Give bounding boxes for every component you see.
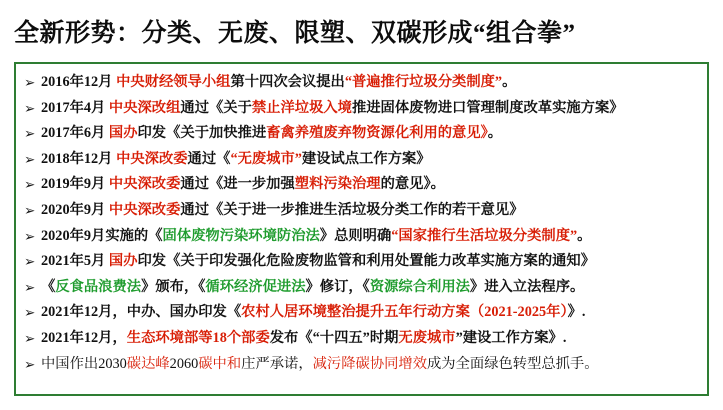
text-segment: 2030	[98, 355, 127, 372]
text-segment: 2019年9月	[41, 176, 109, 193]
text-segment: 中央深改组	[108, 99, 181, 116]
text-segment: “国家推行生活垃圾分类制度”	[391, 227, 578, 244]
list-item-text	[41, 352, 699, 378]
list-item-text	[41, 70, 699, 96]
text-segment: 资源综合利用法	[369, 278, 470, 295]
page-title: 全新形势：分类、无废、限塑、双碳形成“组合拳”	[14, 20, 576, 48]
text-segment: 第十四次会议提出	[230, 74, 345, 90]
text-segment: 固体废物污染环境防治法	[162, 227, 320, 244]
arrow-bullet-icon: ➢	[24, 151, 36, 167]
text-segment: 2017年6月	[41, 125, 109, 142]
arrow-bullet-icon: ➢	[24, 254, 36, 270]
list-item	[24, 121, 699, 147]
list-item	[24, 275, 699, 301]
text-segment: 庄严承诺，	[241, 355, 313, 372]
list-item	[24, 326, 699, 352]
text-segment: 2021年5月	[41, 253, 109, 270]
text-segment: 2018年12月	[41, 150, 117, 167]
arrow-bullet-icon: ➢	[24, 228, 36, 244]
text-segment: 》.	[567, 304, 586, 321]
text-segment: 国办	[108, 125, 138, 142]
list-item-text	[41, 275, 699, 301]
list-item-text	[41, 249, 699, 275]
text-segment: 2060	[169, 355, 199, 372]
text-segment: 中央深改委	[116, 150, 188, 167]
text-segment: 。	[487, 125, 503, 142]
text-segment: 2021年12月，中办、国办印发《	[41, 304, 242, 321]
list-item-text	[41, 300, 699, 326]
list-item-text	[41, 224, 699, 250]
arrow-bullet-icon: ➢	[24, 75, 36, 90]
text-segment: 碳中和	[198, 355, 242, 372]
text-segment: “普遍推行垃圾分类制度”	[344, 74, 503, 90]
arrow-bullet-icon: ➢	[24, 100, 36, 116]
text-segment: 生态环境部等18个部委	[126, 329, 270, 346]
text-segment: “无废城市”	[230, 150, 302, 167]
text-segment: 》进入立法程序。	[469, 278, 585, 295]
text-segment: ”建设工作方案》.	[455, 329, 567, 346]
text-segment: 的意见》。	[380, 176, 445, 193]
text-segment: 中央深改委	[108, 201, 181, 218]
text-segment: 畜禽养殖废弃物资源化利用的意见》	[266, 125, 488, 142]
text-segment: 反食品浪费法	[55, 278, 142, 295]
list-item	[24, 352, 699, 378]
text-segment: 禁止洋垃圾入境	[251, 99, 352, 116]
text-segment: 通过《关于	[180, 99, 252, 116]
text-segment: 印发《关于印发强化危险废物监管和利用处置能力改革实施方案的通知》	[137, 253, 596, 270]
slide-title-bar	[14, 12, 709, 56]
list-item	[24, 300, 699, 326]
list-item	[24, 70, 699, 96]
text-segment: 》颁布，《	[141, 278, 206, 295]
arrow-bullet-icon: ➢	[24, 126, 36, 142]
text-segment: 2017年4月	[41, 99, 109, 116]
text-segment: 《	[41, 278, 56, 295]
text-segment: 通过《进一步加强	[180, 176, 295, 193]
text-segment: 减污降碳协同增效	[312, 355, 428, 372]
list-item	[24, 224, 699, 250]
text-segment: 2016年12月	[41, 74, 117, 90]
text-segment: 农村人居环境整治提升五年行动方案（2021-2025年）	[241, 304, 568, 321]
policy-timeline-list	[24, 70, 699, 377]
arrow-bullet-icon: ➢	[24, 356, 36, 372]
text-segment: 循环经济促进法	[205, 278, 306, 295]
text-segment: 建设试点工作方案》	[301, 150, 431, 167]
text-segment: 碳达峰	[126, 355, 170, 372]
text-segment: 印发《关于加快推进	[137, 125, 267, 142]
text-segment: 。	[577, 227, 592, 244]
text-segment: 2020年9月	[41, 201, 109, 218]
text-segment: 。	[502, 74, 517, 90]
arrow-bullet-icon: ➢	[24, 330, 36, 346]
content-panel	[14, 62, 709, 396]
text-segment: 通过《	[187, 150, 231, 167]
text-segment: 发布《“十四五”时期	[269, 329, 399, 346]
text-segment: 国办	[108, 253, 138, 270]
list-item-text	[41, 326, 699, 352]
list-item-text	[41, 172, 699, 198]
text-segment: 推进固体废物进口管理制度改革实施方案》	[351, 99, 624, 116]
text-segment: 》修订，《	[305, 278, 370, 295]
arrow-bullet-icon: ➢	[24, 279, 36, 295]
list-item-text	[41, 96, 699, 122]
list-item	[24, 198, 699, 224]
text-segment: 中国作出	[41, 355, 99, 372]
text-segment: 2020年9月实施的《	[41, 227, 163, 244]
list-item-text	[41, 147, 699, 173]
list-item	[24, 249, 699, 275]
list-item	[24, 147, 699, 173]
arrow-bullet-icon: ➢	[24, 202, 36, 218]
text-segment: 2021年12月，	[41, 329, 127, 346]
text-segment: 成为全面绿色转型总抓手。	[427, 355, 599, 372]
text-segment: 中央深改委	[108, 176, 181, 193]
list-item-text	[41, 121, 699, 147]
arrow-bullet-icon: ➢	[24, 177, 36, 193]
arrow-bullet-icon: ➢	[24, 305, 36, 321]
text-segment: 中央财经领导小组	[116, 74, 231, 90]
list-item-text	[41, 198, 699, 224]
text-segment: 塑料污染治理	[294, 176, 381, 193]
text-segment: 通过《关于进一步推进生活垃圾分类工作的若干意见》	[180, 201, 524, 218]
text-segment: 》总则明确	[319, 227, 392, 244]
list-item	[24, 96, 699, 122]
list-item	[24, 172, 699, 198]
text-segment: 无废城市	[398, 329, 456, 346]
